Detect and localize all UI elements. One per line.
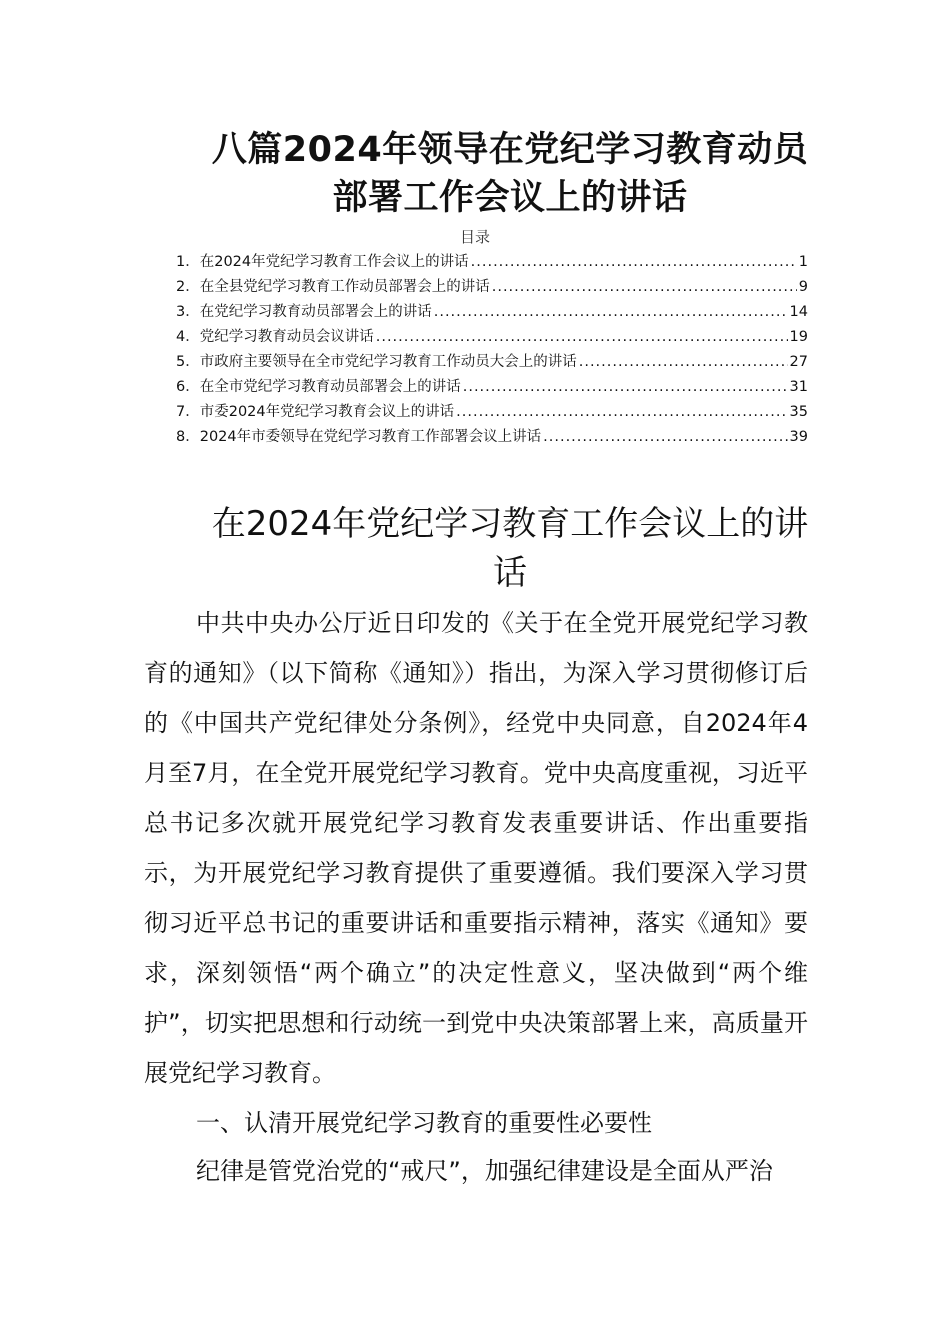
toc-item-number: 2． [176, 279, 200, 295]
toc-item-number: 4． [176, 329, 200, 345]
toc-item-number: 5． [176, 354, 200, 370]
toc-item-title: 在党纪学习教育动员部署会上的讲话 [199, 304, 432, 320]
toc-heading: 目录 [459, 228, 490, 246]
toc-item[interactable] [176, 400, 808, 425]
toc-item[interactable] [176, 425, 808, 450]
toc-item-title: 在2024年党纪学习教育工作会议上的讲话 [199, 254, 469, 270]
section-subheading: 一、认清开展党纪学习教育的重要性必要性 [196, 1109, 652, 1137]
toc-item[interactable] [176, 325, 808, 350]
toc-leader-dots [579, 350, 788, 375]
toc-item-page: 9 [798, 279, 808, 295]
toc-item-page: 39 [789, 429, 808, 445]
toc-item-page: 19 [789, 329, 808, 345]
toc-item-title: 在全市党纪学习教育动员部署会上的讲话 [199, 379, 461, 395]
toc-item[interactable] [176, 275, 808, 300]
document-main-title: 八篇2024年领导在党纪学习教育动员部署工作会议上的讲话 [211, 130, 809, 218]
toc-item-page: 35 [789, 404, 808, 420]
toc-item-title: 党纪学习教育动员会议讲话 [199, 329, 374, 345]
toc-item-number: 1． [176, 254, 200, 270]
toc-leader-dots [376, 325, 788, 350]
toc-item-page: 27 [789, 354, 808, 370]
body-paragraph: 纪律是管党治党的“戒尺”，加强纪律建设是全面从严治 [196, 1157, 773, 1185]
toc-item-page: 1 [798, 254, 808, 270]
toc-item-number: 8． [176, 429, 200, 445]
toc-leader-dots [492, 275, 797, 300]
toc-leader-dots [543, 425, 787, 450]
toc-item-title: 2024年市委领导在党纪学习教育工作部署会议上讲话 [199, 429, 542, 445]
toc-item-page: 14 [789, 304, 808, 320]
toc-item[interactable] [176, 250, 808, 275]
section-title: 在2024年党纪学习教育工作会议上的讲话 [211, 504, 809, 593]
toc-item-page: 31 [789, 379, 808, 395]
toc-item[interactable] [176, 375, 808, 400]
toc-item-number: 7． [176, 404, 200, 420]
toc-leader-dots [471, 250, 797, 275]
toc-leader-dots [456, 400, 787, 425]
toc-item-title: 市委2024年党纪学习教育会议上的讲话 [199, 404, 455, 420]
toc-item-title: 在全县党纪学习教育工作动员部署会上的讲话 [199, 279, 490, 295]
table-of-contents [176, 250, 808, 450]
toc-item-number: 3． [176, 304, 200, 320]
toc-item-number: 6． [176, 379, 200, 395]
toc-item-title: 市政府主要领导在全市党纪学习教育工作动员大会上的讲话 [199, 354, 577, 370]
toc-item[interactable] [176, 350, 808, 375]
toc-item[interactable] [176, 300, 808, 325]
toc-leader-dots [463, 375, 788, 400]
toc-leader-dots [434, 300, 788, 325]
body-paragraph: 中共中央办公厅近日印发的《关于在全党开展党纪学习教育的通知》（以下简称《通知》）指出，为深入学习贯彻修订后的《中国共产党纪律处分条例》，经党中央同意，自2024年4月至7月，在全党开展党纪学习教育。党中央高度重视，习近平总书记多次就开展党纪学习教育发表重要讲话、作出重要指示，为开展党纪学习教育提供了重要遵循。我们要深入学习贯彻习近平总书记的重要讲话和重要指示精神，落实《通知》要求，深刻领悟“两个确立”的决定性意义，坚决做到“两个维护”，切实把思想和行动统一到党中央决策部署上来，高质量开展党纪学习教育。 [144, 609, 808, 1087]
